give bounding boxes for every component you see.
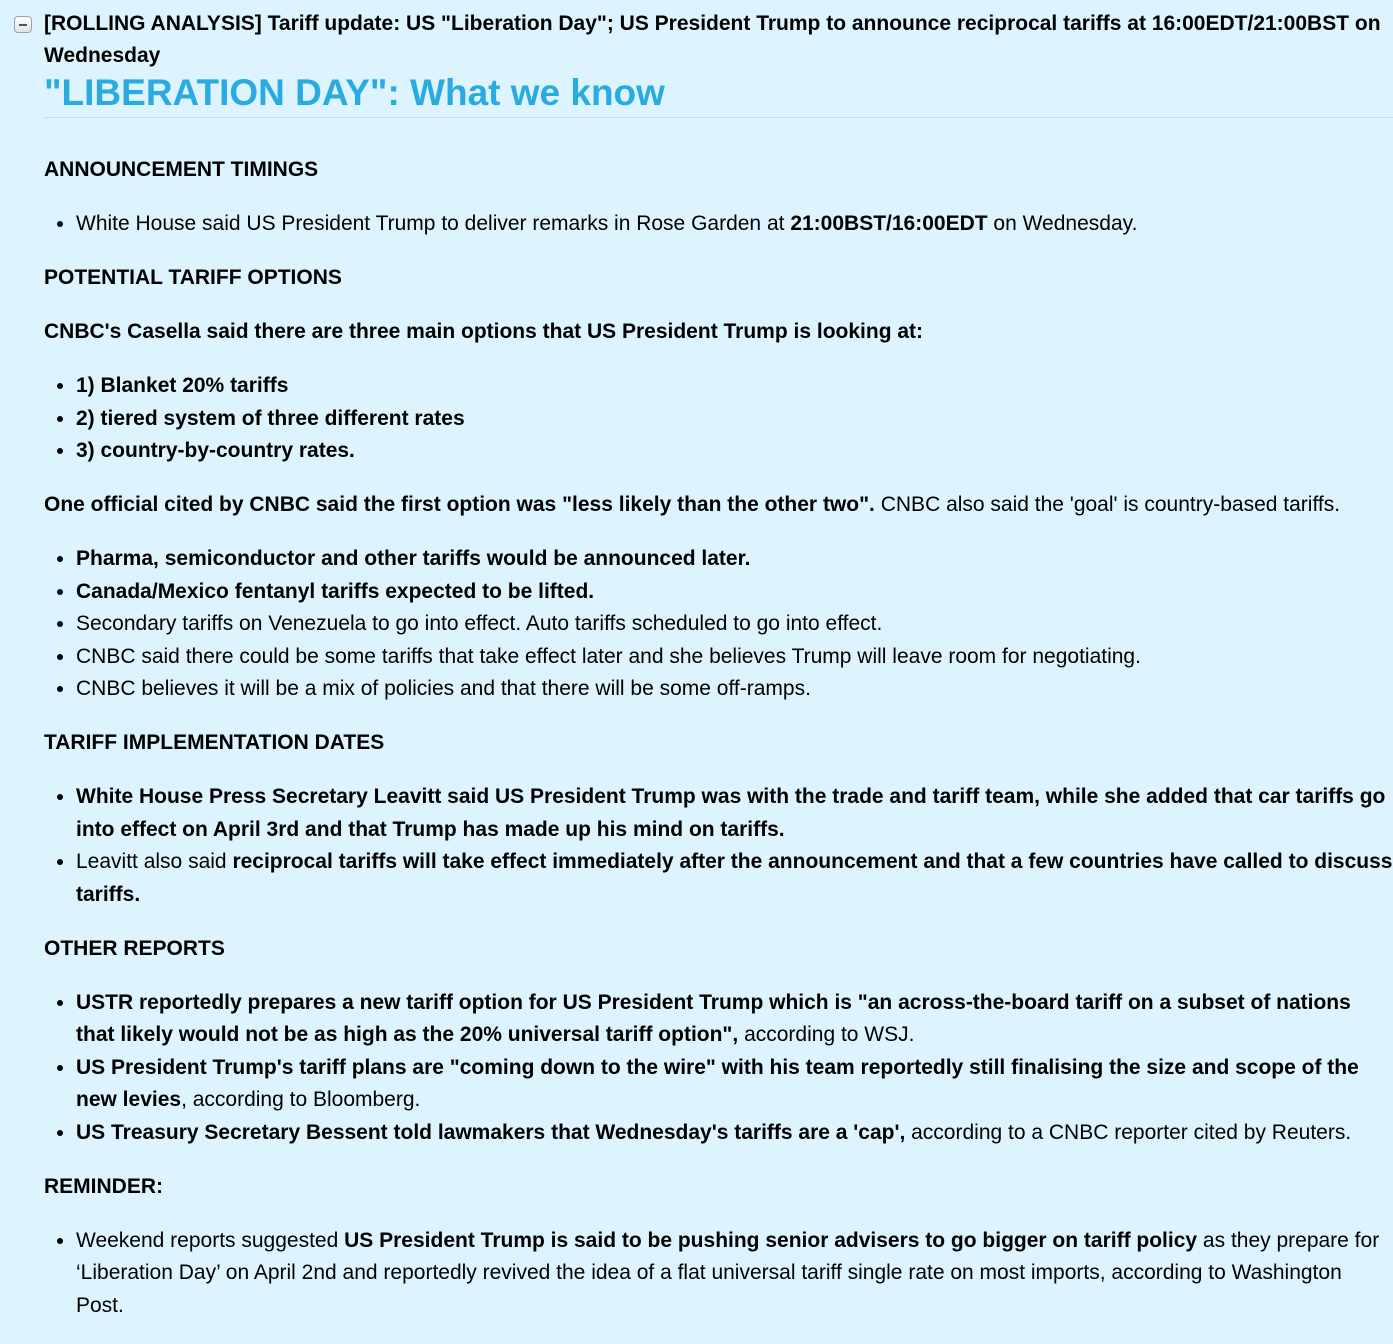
section-heading-reports: OTHER REPORTS [44,936,225,960]
list-item: • US President Trump's tariff plans are "coming down to the wire" with his team reportedly still finalising the size and scope of the new levies, according to Bloomberg. [76,1052,1393,1117]
list-item: • 3) country-by-country rates. [76,435,1393,468]
options-intro: CNBC's Casella said there are three main options that US President Trump is looking at: [44,320,924,343]
article-headline: [ROLLING ANALYSIS] Tariff update: US "Liberation Day"; US President Trump to announce reciprocal tariffs at 16:00EDT/21:00BST on Wednesday [44,12,1381,67]
list-item: • White House said US President Trump to deliver remarks in Rose Garden at 21:00BST/16:00EDT on Wednesday. [76,208,1393,241]
list-item: • Weekend reports suggested US President Trump is said to be pushing senior advisers to go bigger on tariff policy as they prepare for ‘Liberation Day’ on April 2nd and reportedly revived the idea of a flat universal tariff single rate on most imports, according to Washington Post. [76,1225,1393,1323]
cnbc-bullets [44,543,1393,706]
list-item: • 1) Blanket 20% tariffs [76,370,1393,403]
list-item: • CNBC believes it will be a mix of policies and that there will be some off-ramps. [76,673,1393,706]
list-item: • USTR reportedly prepares a new tariff option for US President Trump which is "an across-the-board tariff on a subset of nations that likely would not be as high as the 20% universal tariff option", according to WSJ. [76,987,1393,1052]
section-heading-options: POTENTIAL TARIFF OPTIONS [44,266,342,289]
official-paragraph: One official cited by CNBC said the first option was "less likely than the other two". CNBC also said the 'goal' is country-based tariffs. [44,493,1341,516]
list-item: • 2) tiered system of three different rates [76,403,1393,436]
page-title: "LIBERATION DAY": What we know [44,72,665,113]
timings-list [44,208,1393,241]
options-list [44,370,1393,468]
section-heading-dates: TARIFF IMPLEMENTATION DATES [44,731,385,754]
list-item: • Secondary tariffs on Venezuela to go into effect. Auto tariffs scheduled to go into effect. [76,608,1393,641]
list-item: • Leavitt also said reciprocal tariffs will take effect immediately after the announcement and that a few countries have called to discuss tariffs. [76,846,1393,911]
list-item: • CNBC said there could be some tariffs that take effect later and she believes Trump will leave room for negotiating. [76,641,1393,674]
list-item: • Pharma, semiconductor and other tariffs would be announced later. [76,543,1393,576]
section-heading-reminder: REMINDER: [44,1174,163,1198]
section-heading-timings: ANNOUNCEMENT TIMINGS [44,158,319,181]
list-item: • Canada/Mexico fentanyl tariffs expected to be lifted. [76,576,1393,609]
reports-list [44,987,1393,1150]
reminder-list [44,1225,1393,1323]
list-item: • US Treasury Secretary Bessent told lawmakers that Wednesday's tariffs are a 'cap', according to a CNBC reporter cited by Reuters. [76,1117,1393,1150]
article-body [44,154,1393,1344]
dates-list [44,781,1393,911]
list-item: • White House Press Secretary Leavitt said US President Trump was with the trade and tariff team, while she added that car tariffs go into effect on April 3rd and that Trump has made up his mind on tariffs. [76,781,1393,846]
title-divider [44,117,1393,118]
collapse-minus-icon[interactable] [14,16,32,33]
